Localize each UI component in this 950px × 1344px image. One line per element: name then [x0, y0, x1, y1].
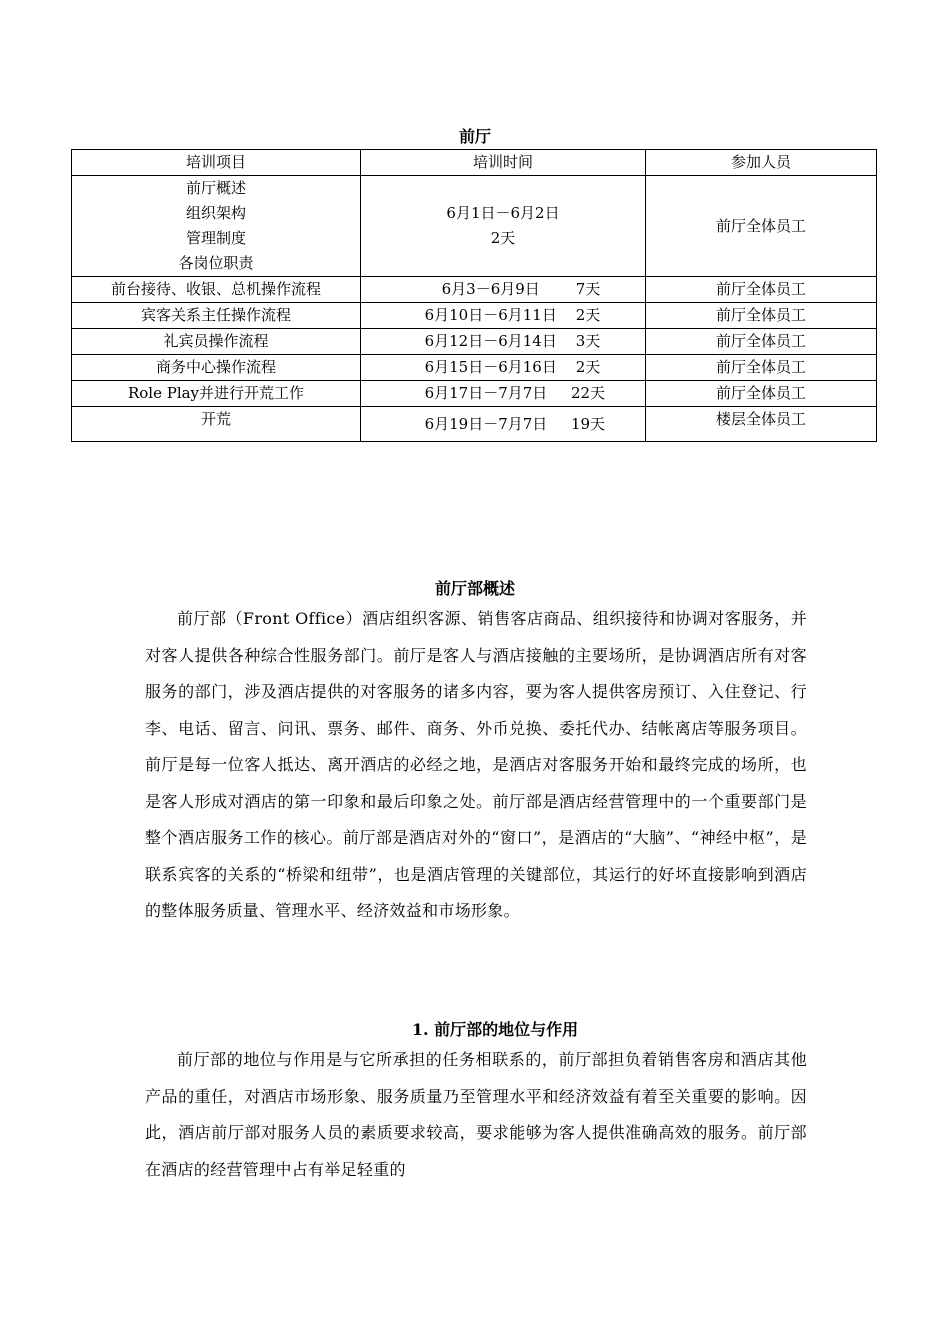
section1-title: 1. 前厅部的地位与作用 [411, 1020, 579, 1039]
row-duration: 19天 [570, 414, 606, 433]
row-time [361, 303, 646, 329]
topic-item: 各岗位职责 [178, 254, 254, 272]
row-item: 前台接待、收银、总机操作流程 [72, 277, 361, 303]
row-item: 礼宾员操作流程 [72, 329, 361, 355]
table-header-row [72, 150, 877, 176]
row-period: 6月10日－6月11日 [424, 306, 557, 324]
row-participants: 楼层全体员工 [646, 407, 877, 442]
row-duration: 2天 [490, 229, 516, 247]
row-time [361, 381, 646, 407]
row-item: 商务中心操作流程 [72, 355, 361, 381]
row-duration: 7天 [575, 280, 601, 298]
table-row [72, 329, 877, 355]
table-row [72, 303, 877, 329]
row-item: 开荒 [72, 407, 361, 442]
row-period: 6月12日－6月14日 [424, 332, 557, 350]
section1-paragraph: 前厅部的地位与作用是与它所承担的任务相联系的，前厅部担负着销售客房和酒店其他产品的重任，对酒店市场形象、服务质量乃至管理水平和经济效益有着至关重要的影响。因此，酒店前厅部对服务人员的素质要求较高，要求能够为客人提供准确高效的服务。前厅部在酒店的经营管理中占有举足轻重的 [145, 1050, 807, 1179]
topic-item: 前厅概述 [185, 179, 246, 197]
row-period: 6月3－6月9日 [441, 280, 540, 298]
topic-item: 组织架构 [185, 204, 246, 222]
table-title: 前厅 [458, 127, 491, 146]
row-duration: 3天 [575, 332, 601, 350]
row-participants: 前厅全体员工 [646, 303, 877, 329]
header-training-time: 培训时间 [361, 150, 646, 176]
row-topics [72, 176, 361, 277]
row-period: 6月19日－7月7日 [424, 414, 548, 433]
training-schedule-table [71, 149, 877, 442]
row-duration: 22天 [570, 384, 606, 402]
overview-paragraph: 前厅部（Front Office）酒店组织客源、销售客店商品、组织接待和协调对客服务，并对客人提供各种综合性服务部门。前厅是客人与酒店接触的主要场所，是协调酒店所有对客服务的部门，涉及酒店提供的对客服务的诸多内容，要为客人提供客房预订、入住登记、行李、电话、留言、问讯、票务、邮件、商务、外币兑换、委托代办、结帐离店等服务项目。前厅是每一位客人抵达、离开酒店的必经之地，是酒店对客服务开始和最终完成的场所，也是客人形成对酒店的第一印象和最后印象之处。前厅部是酒店经营管理中的一个重要部门是整个酒店服务工作的核心。前厅部是酒店对外的“窗口”，是酒店的“大脑”、“神经中枢”，是联系宾客的关系的“桥梁和纽带”，也是酒店管理的关键部位，其运行的好坏直接影响到酒店的整体服务质量、管理水平、经济效益和市场形象。 [145, 609, 807, 920]
table-row [72, 176, 877, 277]
table-row [72, 407, 877, 442]
row-participants: 前厅全体员工 [646, 277, 877, 303]
header-training-item: 培训项目 [72, 150, 361, 176]
row-participants: 前厅全体员工 [646, 381, 877, 407]
table-row [72, 381, 877, 407]
overview-title: 前厅部概述 [434, 579, 515, 598]
row-duration: 2天 [575, 358, 601, 376]
table-row [72, 277, 877, 303]
row-item: Role Play并进行开荒工作 [72, 381, 361, 407]
row-time [361, 407, 646, 442]
row-item: 宾客关系主任操作流程 [72, 303, 361, 329]
row-participants: 前厅全体员工 [646, 355, 877, 381]
table-row [72, 355, 877, 381]
row-period: 6月15日－6月16日 [424, 358, 557, 376]
row-time [361, 355, 646, 381]
row-duration: 2天 [575, 306, 601, 324]
row-time [361, 176, 646, 277]
row-participants: 前厅全体员工 [646, 176, 877, 277]
topic-item: 管理制度 [185, 229, 246, 247]
header-participants: 参加人员 [646, 150, 877, 176]
row-time [361, 329, 646, 355]
row-period: 6月17日－7月7日 [424, 384, 548, 402]
row-time [361, 277, 646, 303]
row-period: 6月1日－6月2日 [446, 204, 560, 222]
row-participants: 前厅全体员工 [646, 329, 877, 355]
